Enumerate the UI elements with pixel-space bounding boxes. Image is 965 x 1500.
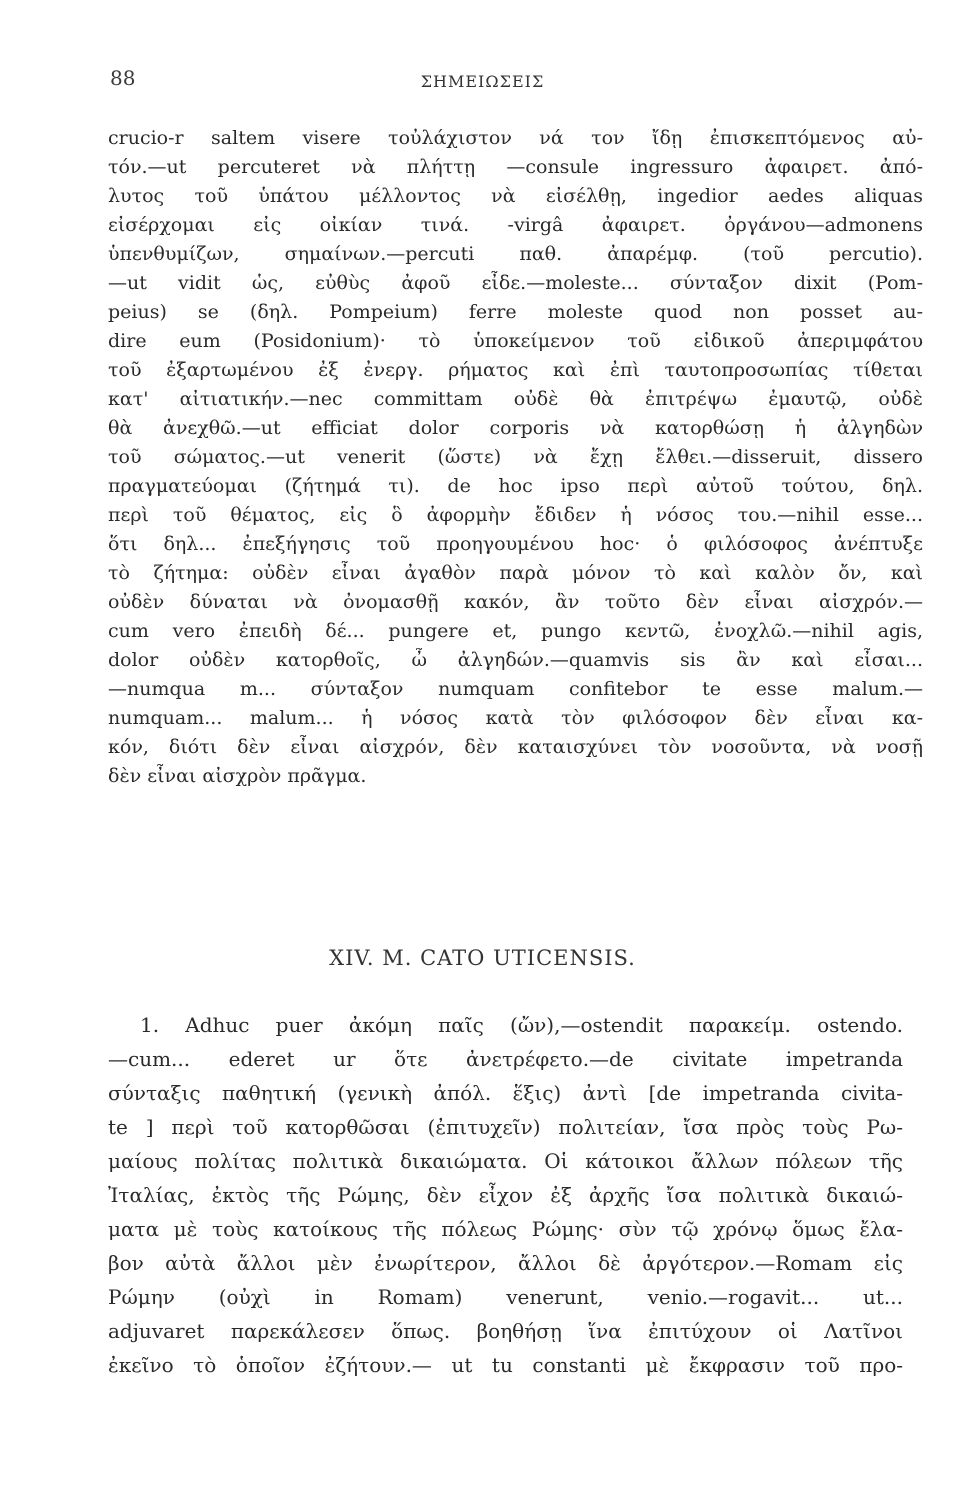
body-line: ματα μὲ τοὺς κατοίκους τῆς πόλεως Ρώμης· σὺν τῷ χρόνῳ ὅμως ἔλα-: [108, 1217, 903, 1241]
body-line: Ἰταλίας, ἐκτὸς τῆς Ρώμης, δὲν εἶχον ἐξ ἀρχῆς ἴσα πολιτικὰ δικαιώ-: [108, 1183, 903, 1207]
body-line: 1. Adhuc puer ἀκόμη παῖς (ὤν),—ostendit παρακείμ. ostendo.: [140, 1013, 903, 1037]
note-line: —ut vidit ὡς, εὐθὺς ἀφοῦ εἶδε.—moleste... σύνταξον dixit (Pom-: [108, 272, 923, 294]
body-line: ἐκεῖνο τὸ ὁποῖον ἐζήτουν.— ut tu constanti μὲ ἔκφρασιν τοῦ προ-: [108, 1353, 903, 1377]
running-title: ΣΗΜΕΙΩΣΕΙΣ: [420, 72, 545, 91]
body-line: adjuvaret παρεκάλεσεν ὅπως. βοηθήσῃ ἵνα ἐπιτύχουν οἱ Λατῖνοι: [108, 1319, 903, 1343]
page-number: 88: [110, 66, 136, 90]
section-heading: XIV. M. CATO UTICENSIS.: [329, 946, 636, 970]
note-line: δὲν εἶναι αἰσχρὸν πρᾶγμα.: [108, 765, 367, 787]
note-line: crucio-r saltem visere τοὐλάχιστον νά τον ἴδῃ ἐπισκεπτόμενος αὐ-: [108, 127, 923, 149]
note-line: τὸ ζήτημα: οὐδὲν εἶναι ἀγαθὸν παρὰ μόνον τὸ καὶ καλὸν ὄν, καὶ: [108, 562, 923, 584]
note-line: dire eum (Posidonium)· τὸ ὑποκείμενον τοῦ εἰδικοῦ ἀπεριμφάτου: [108, 330, 923, 352]
note-line: peius) se (δηλ. Pompeium) ferre moleste quod non posset au-: [108, 301, 923, 323]
note-line: ὑπενθυμίζων, σημαίνων.—percuti παθ. ἀπαρέμφ. (τοῦ percutio).: [108, 243, 923, 265]
note-line: ὅτι δηλ... ἐπεξήγησις τοῦ προηγουμένου hoc· ὁ φιλόσοφος ἀνέπτυξε: [108, 533, 923, 555]
note-line: οὐδὲν δύναται νὰ ὀνομασθῇ κακόν, ἂν τοῦτο δὲν εἶναι αἰσχρόν.—: [108, 591, 923, 613]
note-line: περὶ τοῦ θέματος, εἰς ὃ ἀφορμὴν ἔδιδεν ἡ νόσος του.—nihil esse...: [108, 504, 923, 526]
note-line: πραγματεύομαι (ζήτημά τι). de hoc ipso περὶ αὐτοῦ τούτου, δηλ.: [108, 475, 923, 497]
note-line: κόν, διότι δὲν εἶναι αἰσχρόν, δὲν καταισχύνει τὸν νοσοῦντα, νὰ νοσῇ: [108, 736, 923, 758]
note-line: dolor οὐδὲν κατορθοῖς, ὦ ἀλγηδών.—quamvis sis ἂν καὶ εἶσαι...: [108, 649, 923, 671]
body-line: σύνταξις παθητική (γενικὴ ἀπόλ. ἕξις) ἀντὶ [de impetranda civita-: [108, 1081, 903, 1105]
note-line: κατ' αἰτιατικήν.—nec committam οὐδὲ θὰ ἐπιτρέψω ἐμαυτῷ, οὐδὲ: [108, 388, 923, 410]
note-line: τοῦ ἐξαρτωμένου ἐξ ἐνεργ. ρήματος καὶ ἐπὶ ταυτοπροσωπίας τίθεται: [108, 359, 923, 381]
body-line: —cum... ederet ur ὅτε ἀνετρέφετο.—de civitate impetranda: [108, 1047, 903, 1071]
note-line: θὰ ἀνεχθῶ.—ut efficiat dolor corporis νὰ κατορθώσῃ ἡ ἀλγηδὼν: [108, 417, 923, 439]
note-line: τοῦ σώματος.—ut venerit (ὥστε) νὰ ἔχῃ ἔλθει.—disseruit, dissero: [108, 446, 923, 468]
body-line: μαίους πολίτας πολιτικὰ δικαιώματα. Οἱ κάτοικοι ἄλλων πόλεων τῆς: [108, 1149, 903, 1173]
note-line: εἰσέρχομαι εἰς οἰκίαν τινά. -virgâ ἀφαιρετ. ὀργάνου—admonens: [108, 214, 923, 236]
body-line: βον αὐτὰ ἄλλοι μὲν ἐνωρίτερον, ἄλλοι δὲ ἀργότερον.—Romam εἰς: [108, 1251, 903, 1275]
note-line: —numqua m... σύνταξον numquam confitebor te esse malum.—: [108, 678, 923, 700]
body-line: Ρώμην (οὐχὶ in Romam) venerunt, venio.—rogavit... ut...: [108, 1285, 903, 1309]
note-line: numquam... malum... ἡ νόσος κατὰ τὸν φιλόσοφον δὲν εἶναι κα-: [108, 707, 923, 729]
note-line: λυτος τοῦ ὑπάτου μέλλοντος νὰ εἰσέλθῃ, ingedior aedes aliquas: [108, 185, 923, 207]
body-line: te ] περὶ τοῦ κατορθῶσαι (ἐπιτυχεῖν) πολιτείαν, ἴσα πρὸς τοὺς Ρω-: [108, 1115, 903, 1139]
note-line: cum vero ἐπειδὴ δέ... pungere et, pungo κεντῶ, ἐνοχλῶ.—nihil agis,: [108, 620, 923, 642]
note-line: τόν.—ut percuteret νὰ πλήττῃ —consule ingressuro ἀφαιρετ. ἀπό-: [108, 156, 923, 178]
